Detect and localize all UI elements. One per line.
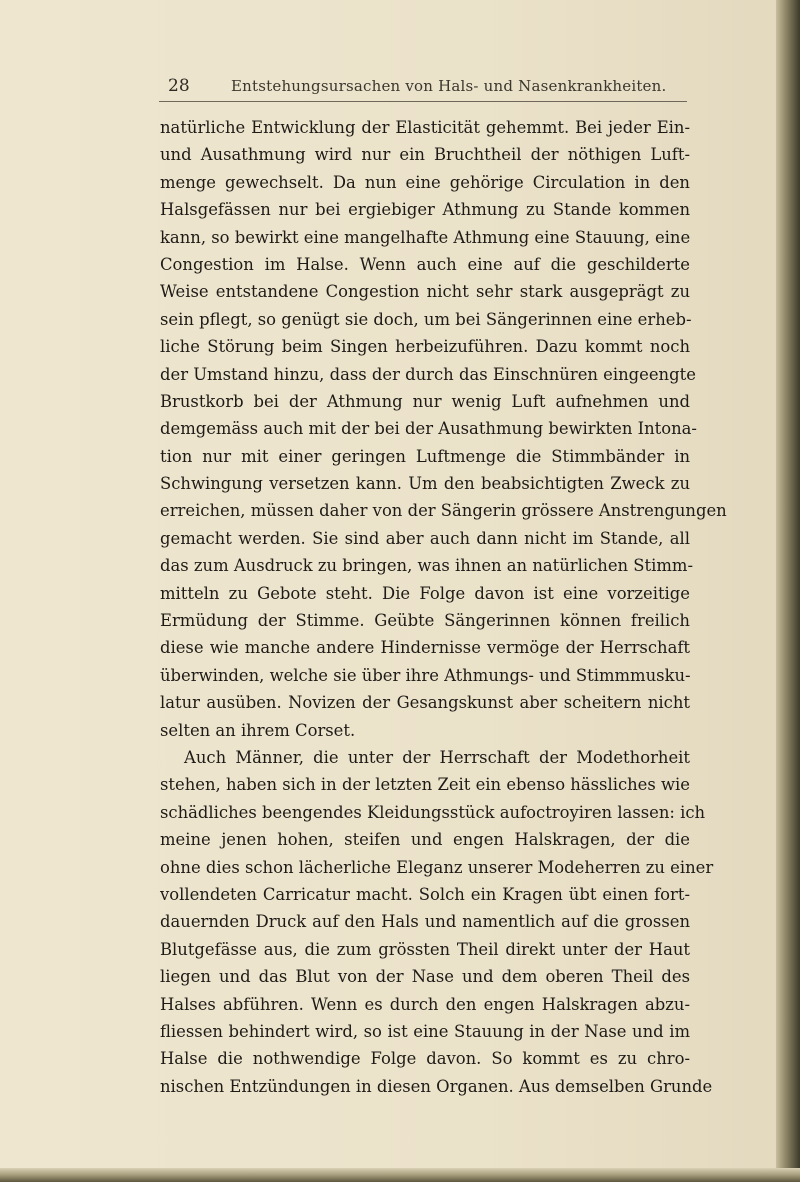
text-line: natürliche Entwicklung der Elasticität gehemmt. Bei jeder Ein- [160, 118, 690, 137]
text-line: sein pflegt, so genügt sie doch, um bei Sängerinnen eine erheb- [160, 309, 692, 329]
text-line: Halse die nothwendige Folge davon. So kommt es zu chro- [160, 1049, 690, 1069]
text-line: demgemäss auch mit der bei der Ausathmung bewirkten Intona- [160, 419, 697, 439]
text-line: überwinden, welche sie über ihre Athmungs- und Stimmmusku- [160, 665, 691, 685]
page-number: 28 [168, 76, 190, 96]
text-line: menge gewechselt. Da nun eine gehörige Circulation in den [160, 172, 690, 192]
text-line: Ermüdung der Stimme. Geübte Sängerinnen können freilich [160, 611, 690, 631]
text-line: ohne dies schon lächerliche Eleganz unserer Modeherren zu einer [160, 857, 714, 877]
text-line: liegen und das Blut von der Nase und dem oberen Theil des [160, 967, 690, 987]
page-edge-shadow [776, 0, 800, 1182]
text-line: fliessen behindert wird, so ist eine Stauung in der Nase und im [160, 1021, 690, 1041]
text-line: kann, so bewirkt eine mangelhafte Athmung eine Stauung, eine [160, 227, 691, 247]
text-line: dauernden Druck auf den Hals und namentlich auf die grossen [160, 912, 690, 932]
running-header [160, 76, 690, 100]
text-line: liche Störung beim Singen herbeizuführen. Dazu kommt noch [160, 337, 690, 357]
text-line: meine jenen hohen, steifen und engen Halskragen, der die [160, 830, 690, 850]
body-text [160, 114, 727, 1100]
text-line: der Umstand hinzu, dass der durch das Einschnüren eingeengte [160, 364, 696, 384]
running-title: Entstehungsursachen von Hals- und Nasenkrankheiten. [231, 77, 667, 95]
text-line: Halses abführen. Wenn es durch den engen Halskragen abzu- [160, 994, 690, 1014]
text-line: mitteln zu Gebote steht. Die Folge davon ist eine vorzeitige [160, 583, 690, 603]
text-line: tion nur mit einer geringen Luftmenge die Stimmbänder in [160, 446, 690, 466]
text-line: erreichen, müssen daher von der Sängerin grössere Anstrengungen [160, 501, 727, 521]
text-line: stehen, haben sich in der letzten Zeit ein ebenso hässliches wie [160, 775, 690, 795]
text-line: schädliches beengendes Kleidungsstück aufoctroyiren lassen: ich [160, 802, 706, 822]
text-line: diese wie manche andere Hindernisse vermöge der Herrschaft [160, 638, 690, 658]
paragraph-end-line: selten an ihrem Corset. [160, 720, 356, 740]
text-line: Congestion im Halse. Wenn auch eine auf die geschilderte [160, 254, 690, 274]
text-line: Brustkorb bei der Athmung nur wenig Luft aufnehmen und [160, 391, 690, 411]
text-line: Halsgefässen nur bei ergiebiger Athmung zu Stande kommen [160, 200, 690, 220]
text-line: gemacht werden. Sie sind aber auch dann nicht im Stande, all [160, 528, 690, 548]
text-line: Schwingung versetzen kann. Um den beabsichtigten Zweck zu [160, 474, 690, 494]
text-line: nischen Entzündungen in diesen Organen. Aus demselben Grunde [160, 1076, 713, 1096]
text-line: vollendeten Carricatur macht. Solch ein Kragen übt einen fort- [160, 884, 690, 904]
page-bottom-edge [0, 1168, 800, 1182]
text-line: latur ausüben. Novizen der Gesangskunst aber scheitern nicht [160, 693, 690, 713]
text-line: Weise entstandene Congestion nicht sehr stark ausgeprägt zu [160, 282, 690, 302]
header-rule [159, 101, 687, 102]
text-line: das zum Ausdruck zu bringen, was ihnen an natürlichen Stimm- [160, 556, 693, 576]
text-line: Blutgefässe aus, die zum grössten Theil direkt unter der Haut [160, 939, 690, 959]
text-line: und Ausathmung wird nur ein Bruchtheil der nöthigen Luft- [160, 145, 690, 165]
paragraph-start-line: Auch Männer, die unter der Herrschaft der Modethorheit [184, 747, 690, 767]
